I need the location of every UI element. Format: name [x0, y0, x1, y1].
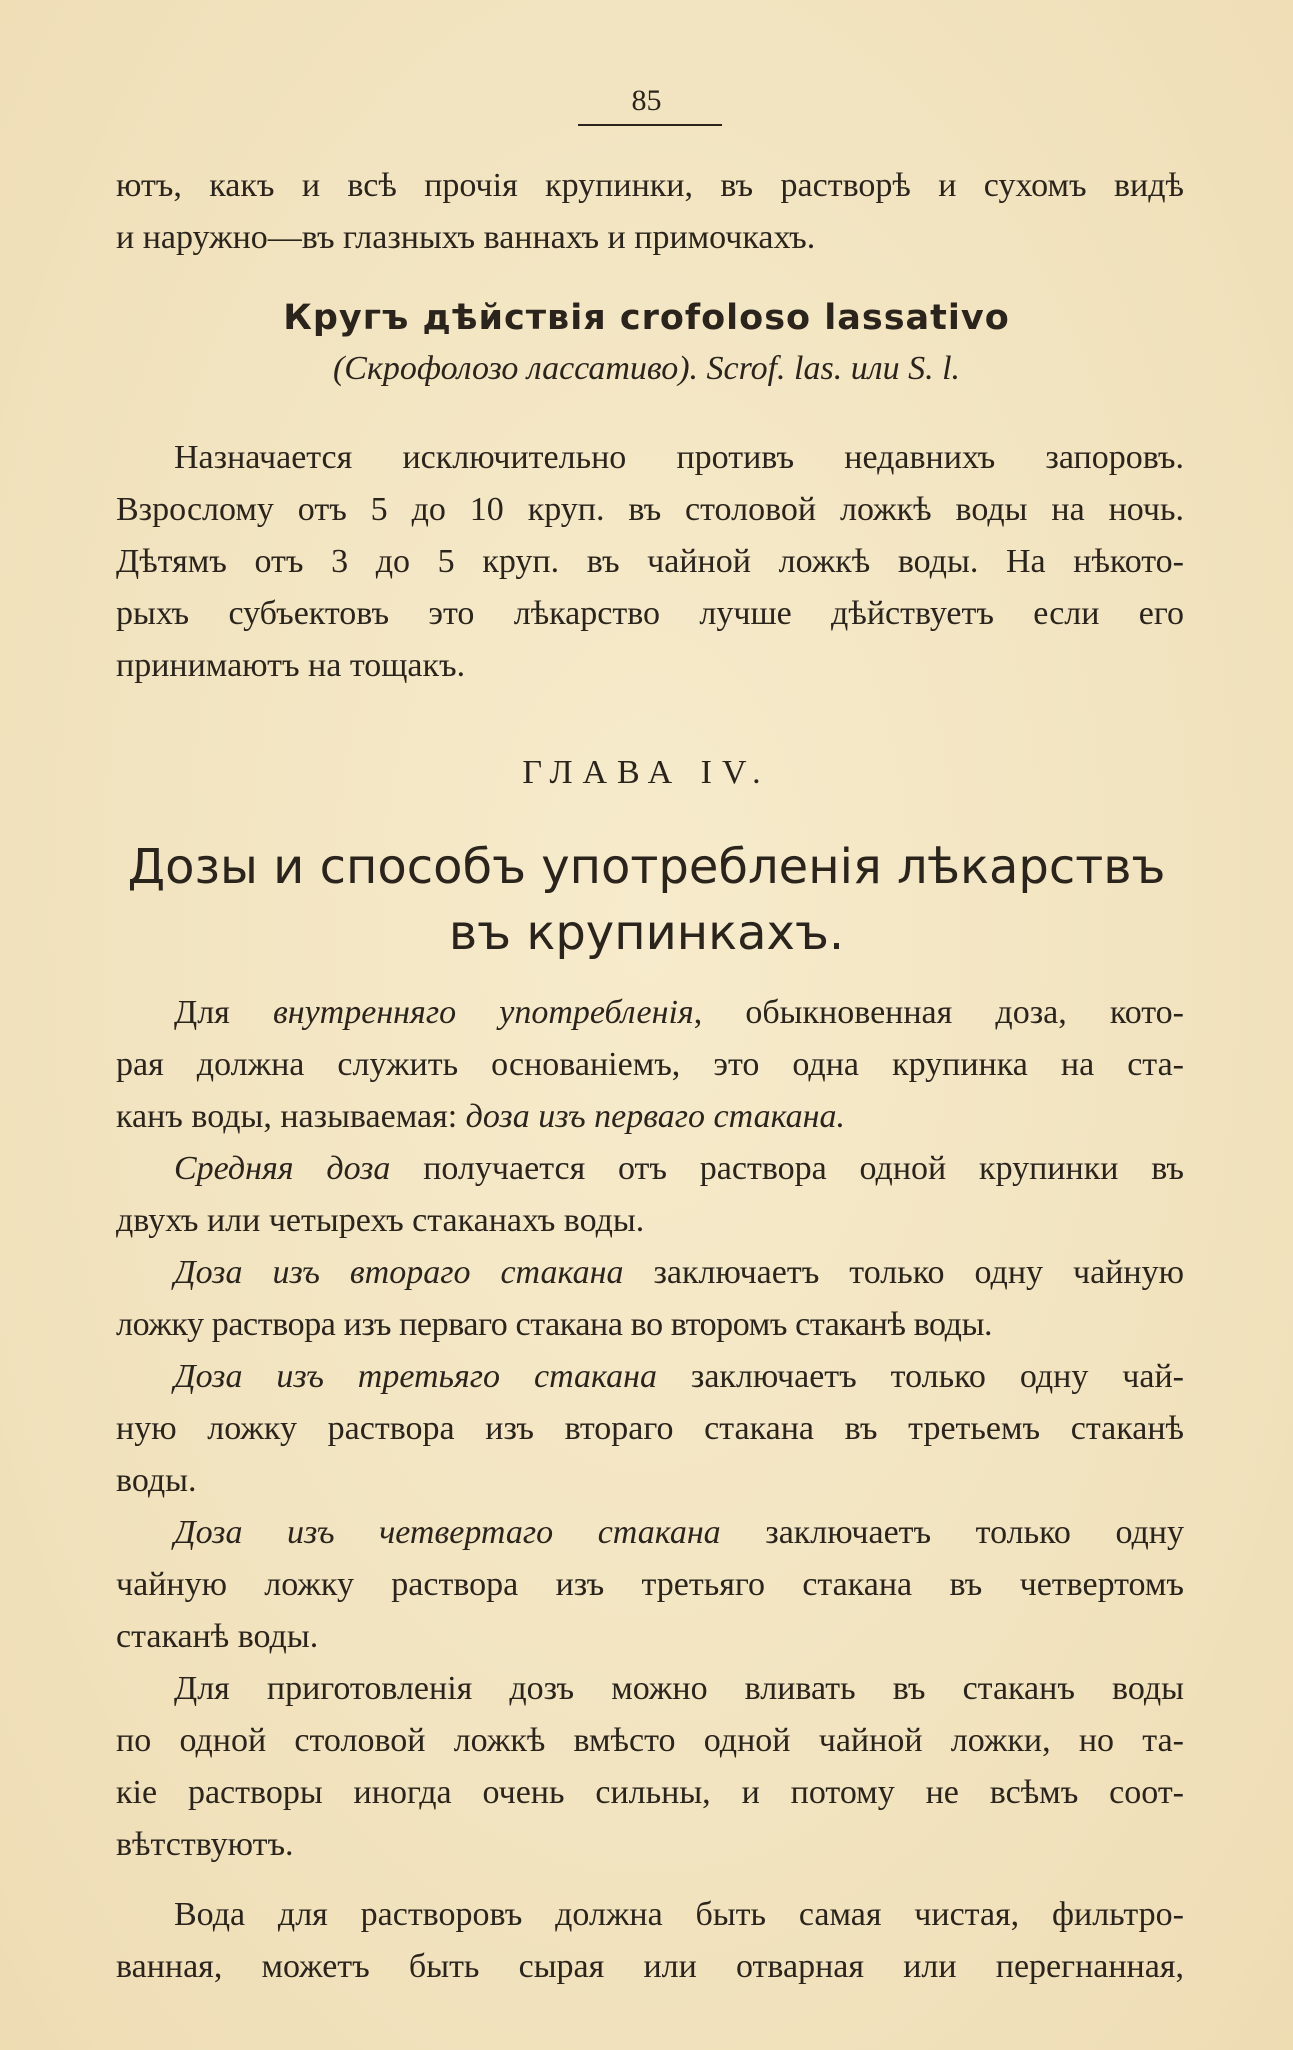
section-paragraph-line-2: Взрослому отъ 5 до 10 круп. въ столовой ложкѣ воды на ночь.	[116, 491, 1184, 528]
p1-text-c: канъ воды, называемая:	[116, 1098, 466, 1135]
carryover-line-2: и наружно—въ глазныхъ ваннахъ и примочкахъ.	[116, 219, 816, 256]
p1-text-a: Для	[174, 994, 273, 1031]
p3-emphasis: Доза изъ втораго стакана	[174, 1254, 624, 1291]
carryover-line-1: ютъ, какъ и всѣ прочія крупинки, въ растворѣ и сухомъ видѣ	[116, 167, 1184, 204]
section-title: Кругъ дѣйствія crofoloso lassativo	[283, 298, 1010, 338]
chapter-label: ГЛАВА IV.	[522, 754, 771, 791]
p6-line-2: по одной столовой ложкѣ вмѣсто одной чайной ложки, но та-	[116, 1722, 1184, 1759]
p6-line-1: Для приготовленія дозъ можно вливать въ стаканъ воды	[174, 1670, 1184, 1707]
p7-line-1: Вода для растворовъ должна быть самая чистая, фильтро-	[174, 1896, 1184, 1933]
p1-text-b: , обыкновенная доза, кото-	[693, 994, 1184, 1031]
section-paragraph-line-4: рыхъ субъектовъ это лѣкарство лучше дѣйствуетъ если его	[116, 595, 1184, 632]
p5-line-1	[174, 1507, 1184, 1559]
p3-text-a: заключаетъ только одну чайную	[623, 1254, 1184, 1291]
p4-line-1	[174, 1351, 1184, 1403]
p4-line-2: ную ложку раствора изъ втораго стакана въ третьемъ стаканѣ	[116, 1410, 1184, 1447]
p3-line-1	[174, 1247, 1184, 1299]
p1-emphasis-2: доза изъ перваго стакана.	[465, 1098, 846, 1135]
page-number: 85	[631, 84, 662, 117]
p2-text-a: получается отъ раствора одной крупинки въ	[390, 1150, 1184, 1187]
p5-line-2: чайную ложку раствора изъ третьяго стакана въ четвертомъ	[116, 1566, 1184, 1603]
p6-line-3: кіе растворы иногда очень сильны, и потому не всѣмъ соот-	[116, 1774, 1184, 1811]
p7-line-2: ванная, можетъ быть сырая или отварная или перегнанная,	[116, 1948, 1184, 1985]
p1-line-1	[174, 987, 1184, 1039]
p1-line-2: рая должна служить основаніемъ, это одна крупинка на ста-	[116, 1046, 1184, 1083]
p6-line-4: вѣтствуютъ.	[116, 1826, 294, 1863]
p2-emphasis: Средняя доза	[174, 1150, 391, 1187]
chapter-title-line-2: въ крупинкахъ.	[448, 905, 845, 961]
section-paragraph-line-1: Назначается исключительно противъ недавнихъ запоровъ.	[174, 439, 1184, 476]
chapter-title-line-1: Дозы и способъ употребленія лѣкарствъ	[127, 839, 1166, 895]
p4-line-3: воды.	[116, 1462, 197, 1499]
p5-line-3: стаканѣ воды.	[116, 1618, 319, 1655]
p5-emphasis: Доза изъ четвертаго стакана	[174, 1514, 721, 1551]
p1-line-3	[116, 1091, 1184, 1143]
p4-emphasis: Доза изъ третьяго стакана	[174, 1358, 657, 1395]
section-subtitle: (Скрофолозо лассативо). Scrof. las. или S. l.	[332, 350, 961, 387]
page-number-rule	[578, 124, 722, 126]
p3-line-2: ложку раствора изъ перваго стакана во второмъ стаканѣ воды.	[116, 1306, 993, 1343]
p5-text-a: заключаетъ только одну	[720, 1514, 1184, 1551]
p2-line-1	[174, 1143, 1184, 1195]
p4-text-a: заключаетъ только одну чай-	[656, 1358, 1184, 1395]
p1-emphasis-1: внутренняго употребленія	[272, 994, 694, 1031]
section-paragraph-line-3: Дѣтямъ отъ 3 до 5 круп. въ чайной ложкѣ воды. На нѣкото-	[116, 543, 1184, 580]
chapter-title	[0, 834, 1293, 966]
section-paragraph-line-5: принимаютъ на тощакъ.	[116, 647, 466, 684]
p2-line-2: двухъ или четырехъ стаканахъ воды.	[116, 1202, 645, 1239]
